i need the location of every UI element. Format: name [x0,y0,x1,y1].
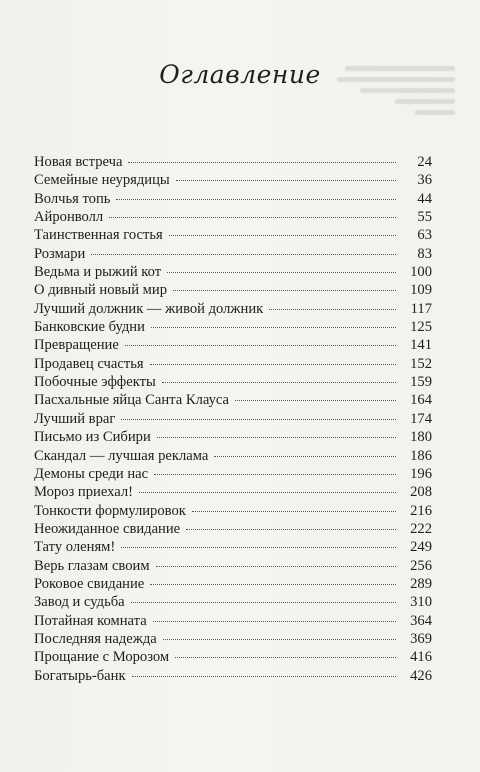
toc-entry-page: 216 [410,502,432,519]
toc-entry-page: 180 [410,429,432,446]
toc-row [34,153,432,171]
toc-entry-page: 117 [410,300,432,317]
toc-entry-page: 186 [410,447,432,464]
dot-leader [150,584,396,585]
dot-leader [121,419,396,420]
toc-row [34,391,432,409]
toc-row [34,667,432,685]
toc-row [34,208,432,226]
toc-row [34,300,432,318]
toc-entry-page: 426 [410,667,432,684]
dot-leader [91,254,396,255]
dot-leader [176,180,396,181]
toc-row [34,612,432,630]
toc-entry-page: 125 [410,319,432,336]
toc-entry-title: Пасхальные яйца Санта Клауса [34,392,230,409]
toc-entry-page: 196 [410,465,432,482]
toc-row [34,538,432,556]
dot-leader [151,327,396,328]
dot-leader [162,382,396,383]
toc-row [34,593,432,611]
dot-leader [154,474,396,475]
toc-row [34,428,432,446]
dot-leader [125,345,396,346]
toc-entry-title: Верь глазам своим [34,557,150,574]
toc-row [34,447,432,465]
dot-leader [116,199,396,200]
toc-row [34,502,432,520]
dot-leader [186,529,396,530]
toc-entry-title: Таинственная гостья [34,227,163,244]
toc-entry-title: Ведьма и рыжий кот [34,264,162,281]
toc-entry-page: 256 [410,557,432,574]
toc-row [34,226,432,244]
dot-leader [109,217,396,218]
toc-entry-page: 164 [410,392,432,409]
toc-entry-title: Неожиданное свидание [34,520,181,537]
toc-entry-title: Лучший должник — живой должник [34,300,264,317]
dot-leader [121,547,396,548]
dot-leader [169,235,396,236]
toc-row [34,557,432,575]
toc-entry-title: Тонкости формулировок [34,502,186,519]
toc-row [34,355,432,373]
toc-entry-title: Мороз приехал! [34,484,133,501]
toc-row [34,263,432,281]
toc-row [34,245,432,263]
toc-entry-page: 141 [410,337,432,354]
toc-entry-page: 109 [410,282,432,299]
toc-entry-page: 44 [417,190,432,207]
toc-row [34,281,432,299]
toc-entry-title: Письмо из Сибири [34,429,151,446]
toc-entry-title: Завод и судьба [34,594,125,611]
dot-leader [269,309,396,310]
toc-row [34,410,432,428]
table-of-contents [34,153,432,685]
toc-entry-title: Волчья топь [34,190,111,207]
toc-entry-title: Тату оленям! [34,539,116,556]
toc-entry-title: Семейные неурядицы [34,172,170,189]
toc-entry-page: 100 [410,264,432,281]
dot-leader [167,272,396,273]
toc-entry-title: Роковое свидание [34,575,145,592]
toc-entry-title: Скандал — лучшая реклама [34,447,209,464]
toc-entry-title: Розмари [34,245,86,262]
toc-entry-page: 36 [417,172,432,189]
toc-entry-page: 174 [410,410,432,427]
toc-row [34,190,432,208]
toc-row [34,648,432,666]
toc-row [34,465,432,483]
toc-row [34,318,432,336]
toc-row [34,520,432,538]
toc-entry-title: Новая встреча [34,154,123,170]
toc-entry-page: 63 [417,227,432,244]
toc-entry-page: 208 [410,484,432,501]
toc-row [34,630,432,648]
toc-entry-title: Банковские будни [34,319,145,336]
toc-entry-title: Лучший враг [34,410,116,427]
toc-entry-page: 55 [417,209,432,226]
toc-entry-page: 416 [410,649,432,666]
toc-entry-page: 159 [410,374,432,391]
dot-leader [153,621,396,622]
dot-leader [175,657,396,658]
dot-leader [156,566,396,567]
toc-row [34,171,432,189]
toc-entry-title: О дивный новый мир [34,282,167,299]
dot-leader [132,676,396,677]
toc-entry-page: 289 [410,575,432,592]
dot-leader [128,162,396,163]
dot-leader [214,456,396,457]
toc-entry-page: 364 [410,612,432,629]
dot-leader [192,511,396,512]
dot-leader [235,400,396,401]
toc-entry-title: Продавец счастья [34,355,144,372]
dot-leader [163,639,396,640]
toc-entry-page: 152 [410,355,432,372]
toc-entry-page: 369 [410,630,432,647]
toc-entry-title: Демоны среди нас [34,465,149,482]
toc-row [34,575,432,593]
toc-entry-page: 24 [417,154,432,170]
toc-row [34,373,432,391]
toc-entry-title: Айронволл [34,209,104,226]
page-title: Оглавление [159,60,321,89]
toc-entry-page: 310 [410,594,432,611]
dot-leader [131,602,396,603]
toc-entry-title: Последняя надежда [34,630,157,647]
dot-leader [150,364,396,365]
dot-leader [157,437,396,438]
dot-leader [173,290,396,291]
toc-entry-title: Потайная комната [34,612,147,629]
toc-entry-page: 249 [410,539,432,556]
toc-row [34,483,432,501]
toc-entry-title: Превращение [34,337,119,354]
toc-row [34,336,432,354]
toc-entry-title: Прощание с Морозом [34,649,170,666]
dot-leader [139,492,396,493]
toc-entry-page: 83 [417,245,432,262]
toc-entry-title: Богатырь-банк [34,667,126,684]
toc-entry-page: 222 [410,520,432,537]
toc-entry-title: Побочные эффекты [34,374,156,391]
